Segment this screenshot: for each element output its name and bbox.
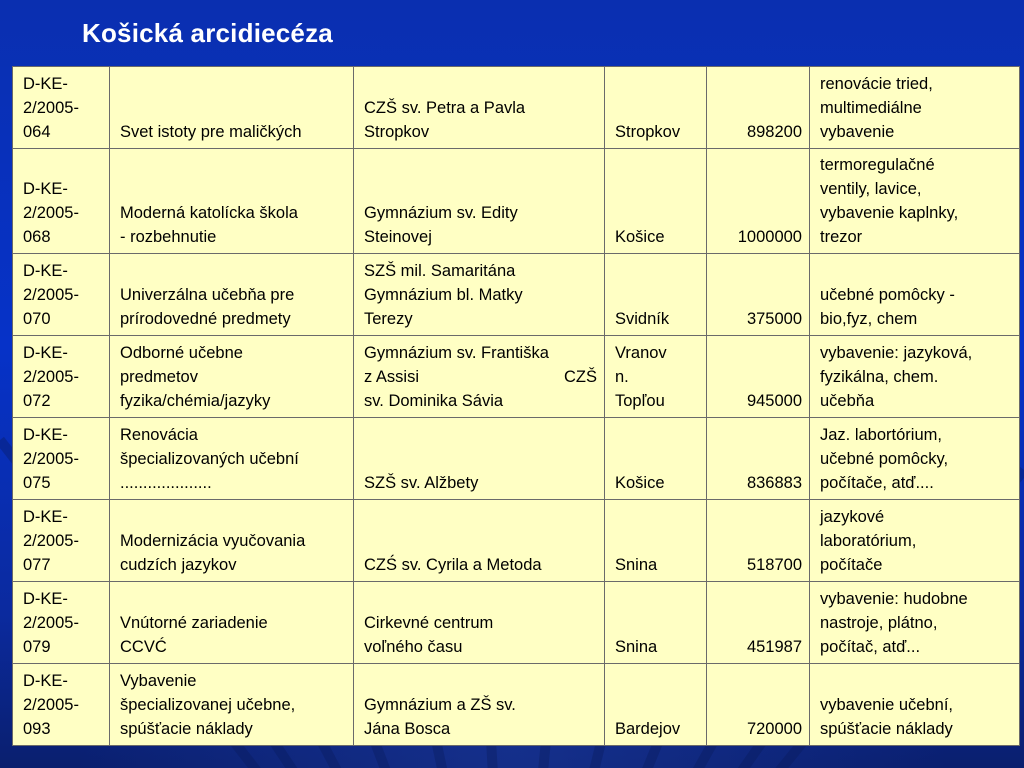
- city-cell: [605, 67, 707, 149]
- school-cell: [354, 149, 605, 254]
- cell-line: SZŠ sv. Alžbety: [364, 474, 479, 492]
- cell-line: vybavenie kaplnky,: [820, 204, 959, 222]
- purpose-cell: [810, 418, 1020, 500]
- cell-line: [364, 365, 597, 389]
- cell-line: CCVĆ: [120, 638, 167, 656]
- amount-cell: [707, 418, 810, 500]
- cell-line: 2/2005-: [23, 368, 79, 386]
- cell-line: Terezy: [364, 310, 413, 328]
- cell-line: 068: [23, 228, 51, 246]
- cell-line: Gymnázium a ZŠ sv.: [364, 696, 516, 714]
- cell-line: voľného času: [364, 638, 463, 656]
- cell-line: CZŚ sv. Cyrila a Metoda: [364, 556, 542, 574]
- cell-line: 2/2005-: [23, 99, 79, 117]
- cell-line: počítače, atď....: [820, 474, 934, 492]
- project-name-cell: [110, 664, 354, 746]
- cell-line: Košice: [615, 474, 665, 492]
- cell-line: 836883: [746, 474, 802, 492]
- cell-line: Moderná katolícka škola: [120, 204, 298, 222]
- cell-line: učebňa: [820, 392, 875, 410]
- purpose-cell: [810, 582, 1020, 664]
- cell-line: 720000: [746, 720, 802, 738]
- cell-line: 375000: [746, 310, 802, 328]
- cell-line: 451987: [746, 638, 802, 656]
- amount-cell: [707, 500, 810, 582]
- cell-line: 077: [23, 556, 51, 574]
- project-name-cell: [110, 336, 354, 418]
- cell-line: fyzikálna, chem.: [820, 368, 939, 386]
- amount-cell: [707, 254, 810, 336]
- cell-line: bio,fyz, chem: [820, 310, 918, 328]
- purpose-cell: [810, 254, 1020, 336]
- cell-line: vybavenie učební,: [820, 696, 954, 714]
- project-code-cell: [13, 500, 110, 582]
- city-cell: [605, 149, 707, 254]
- project-name-cell: [110, 254, 354, 336]
- cell-line: Stropkov: [364, 123, 430, 141]
- cell-line: Svet istoty pre maličkých: [120, 123, 302, 141]
- cell-line: predmetov: [120, 368, 198, 386]
- project-code-cell: [13, 67, 110, 149]
- cell-line: Košice: [615, 228, 665, 246]
- cell-line: 2/2005-: [23, 614, 79, 632]
- cell-line: 075: [23, 474, 51, 492]
- school-cell: [354, 67, 605, 149]
- cell-line: Gymnázium sv. Edity: [364, 204, 518, 222]
- city-cell: [605, 418, 707, 500]
- project-code-cell: [13, 336, 110, 418]
- cell-line: Topľou: [615, 392, 665, 410]
- cell-line: Modernizácia vyučovania: [120, 532, 306, 550]
- cell-line: vybavenie: [820, 123, 895, 141]
- cell-line: SZŠ mil. Samaritána: [364, 262, 516, 280]
- table-row: [13, 336, 1020, 418]
- table-row: [13, 67, 1020, 149]
- project-code-cell: [13, 149, 110, 254]
- cell-line: vybavenie: hudobne: [820, 590, 968, 608]
- project-code-cell: [13, 418, 110, 500]
- cell-line: D-KE-: [23, 344, 68, 362]
- project-name-cell: [110, 582, 354, 664]
- amount-cell: [707, 67, 810, 149]
- cell-line: 1000000: [737, 228, 802, 246]
- cell-line: Jaz. labortórium,: [820, 426, 942, 444]
- cell-line: Jána Bosca: [364, 720, 451, 738]
- amount-cell: [707, 664, 810, 746]
- cell-line: 070: [23, 310, 51, 328]
- cell-line: D-KE-: [23, 590, 68, 608]
- cell-line: Renovácia: [120, 426, 198, 444]
- purpose-cell: [810, 500, 1020, 582]
- project-code-cell: [13, 254, 110, 336]
- purpose-cell: [810, 664, 1020, 746]
- cell-line: fyzika/chémia/jazyky: [120, 392, 271, 410]
- cell-line: počítač, atď...: [820, 638, 921, 656]
- cell-line: Svidník: [615, 310, 670, 328]
- cell-line: Cirkevné centrum: [364, 614, 494, 632]
- cell-line: 093: [23, 720, 51, 738]
- cell-line: učebné pomôcky -: [820, 286, 955, 304]
- city-cell: [605, 254, 707, 336]
- cell-line: sv. Dominika Sávia: [364, 392, 504, 410]
- purpose-cell: [810, 67, 1020, 149]
- cell-line: 2/2005-: [23, 532, 79, 550]
- cell-line: 2/2005-: [23, 286, 79, 304]
- cell-line: vybavenie: jazyková,: [820, 344, 973, 362]
- table-row: [13, 500, 1020, 582]
- cell-line: Snina: [615, 638, 658, 656]
- table-row: [13, 582, 1020, 664]
- city-cell: [605, 582, 707, 664]
- cell-line: spúšťacie náklady: [820, 720, 953, 738]
- cell-line: Vnútorné zariadenie: [120, 614, 268, 632]
- cell-line: počítače: [820, 556, 883, 574]
- cell-line: Vybavenie: [120, 672, 197, 690]
- cell-line: 072: [23, 392, 51, 410]
- cell-line: spúšťacie náklady: [120, 720, 253, 738]
- cell-line: D-KE-: [23, 508, 68, 526]
- cell-line-part: z Assisi: [364, 368, 420, 386]
- cell-line: n.: [615, 368, 629, 386]
- school-cell: [354, 500, 605, 582]
- cell-line: 2/2005-: [23, 450, 79, 468]
- project-name-cell: [110, 500, 354, 582]
- cell-line: 945000: [746, 392, 802, 410]
- purpose-cell: [810, 149, 1020, 254]
- project-name-cell: [110, 418, 354, 500]
- cell-line: prírodovedné predmety: [120, 310, 291, 328]
- slide-title: Košická arcidiecéza: [82, 18, 333, 48]
- cell-line: učebné pomôcky,: [820, 450, 949, 468]
- cell-line: Vranov: [615, 344, 667, 362]
- school-cell: [354, 336, 605, 418]
- cell-line: Snina: [615, 556, 658, 574]
- cell-line: špecializovaných učební: [120, 450, 299, 468]
- cell-line: 079: [23, 638, 51, 656]
- cell-line: D-KE-: [23, 672, 68, 690]
- school-cell: [354, 418, 605, 500]
- cell-line: nastroje, plátno,: [820, 614, 938, 632]
- cell-line: CZŠ sv. Petra a Pavla: [364, 99, 526, 117]
- project-name-cell: [110, 67, 354, 149]
- project-code-cell: [13, 582, 110, 664]
- city-cell: [605, 664, 707, 746]
- cell-line: D-KE-: [23, 180, 68, 198]
- cell-line: Odborné učebne: [120, 344, 243, 362]
- cell-line: špecializovanej učebne,: [120, 696, 296, 714]
- cell-line: trezor: [820, 228, 863, 246]
- school-cell: [354, 254, 605, 336]
- cell-line: renovácie tried,: [820, 75, 933, 93]
- cell-line: cudzích jazykov: [120, 556, 237, 574]
- project-name-cell: [110, 149, 354, 254]
- cell-line: Steinovej: [364, 228, 432, 246]
- cell-line: D-KE-: [23, 75, 68, 93]
- purpose-cell: [810, 336, 1020, 418]
- project-code-cell: [13, 664, 110, 746]
- grant-table-body: [13, 67, 1020, 746]
- cell-line: Bardejov: [615, 720, 681, 738]
- cell-line: 898200: [746, 123, 802, 141]
- cell-line: ventily, lavice,: [820, 180, 922, 198]
- cell-line: - rozbehnutie: [120, 228, 217, 246]
- table-row: [13, 664, 1020, 746]
- amount-cell: [707, 149, 810, 254]
- cell-line: Gymnázium sv. Františka: [364, 344, 549, 362]
- cell-line: 2/2005-: [23, 696, 79, 714]
- school-cell: [354, 582, 605, 664]
- cell-line: Stropkov: [615, 123, 681, 141]
- city-cell: [605, 500, 707, 582]
- cell-line: jazykové: [820, 508, 885, 526]
- table-row: [13, 149, 1020, 254]
- cell-line: D-KE-: [23, 262, 68, 280]
- cell-line: Univerzálna učebňa pre: [120, 286, 295, 304]
- cell-line: ....................: [120, 474, 212, 492]
- amount-cell: [707, 336, 810, 418]
- school-cell: [354, 664, 605, 746]
- cell-line: multimediálne: [820, 99, 922, 117]
- cell-line: 518700: [746, 556, 802, 574]
- cell-line: D-KE-: [23, 426, 68, 444]
- grant-table: [12, 66, 1020, 746]
- table-row: [13, 418, 1020, 500]
- cell-line: laboratórium,: [820, 532, 917, 550]
- cell-line: 2/2005-: [23, 204, 79, 222]
- cell-line-part: CZŠ: [564, 368, 597, 386]
- cell-line: 064: [23, 123, 51, 141]
- table-row: [13, 254, 1020, 336]
- city-cell: [605, 336, 707, 418]
- amount-cell: [707, 582, 810, 664]
- cell-line: termoregulačné: [820, 156, 935, 174]
- cell-line: Gymnázium bl. Matky: [364, 286, 523, 304]
